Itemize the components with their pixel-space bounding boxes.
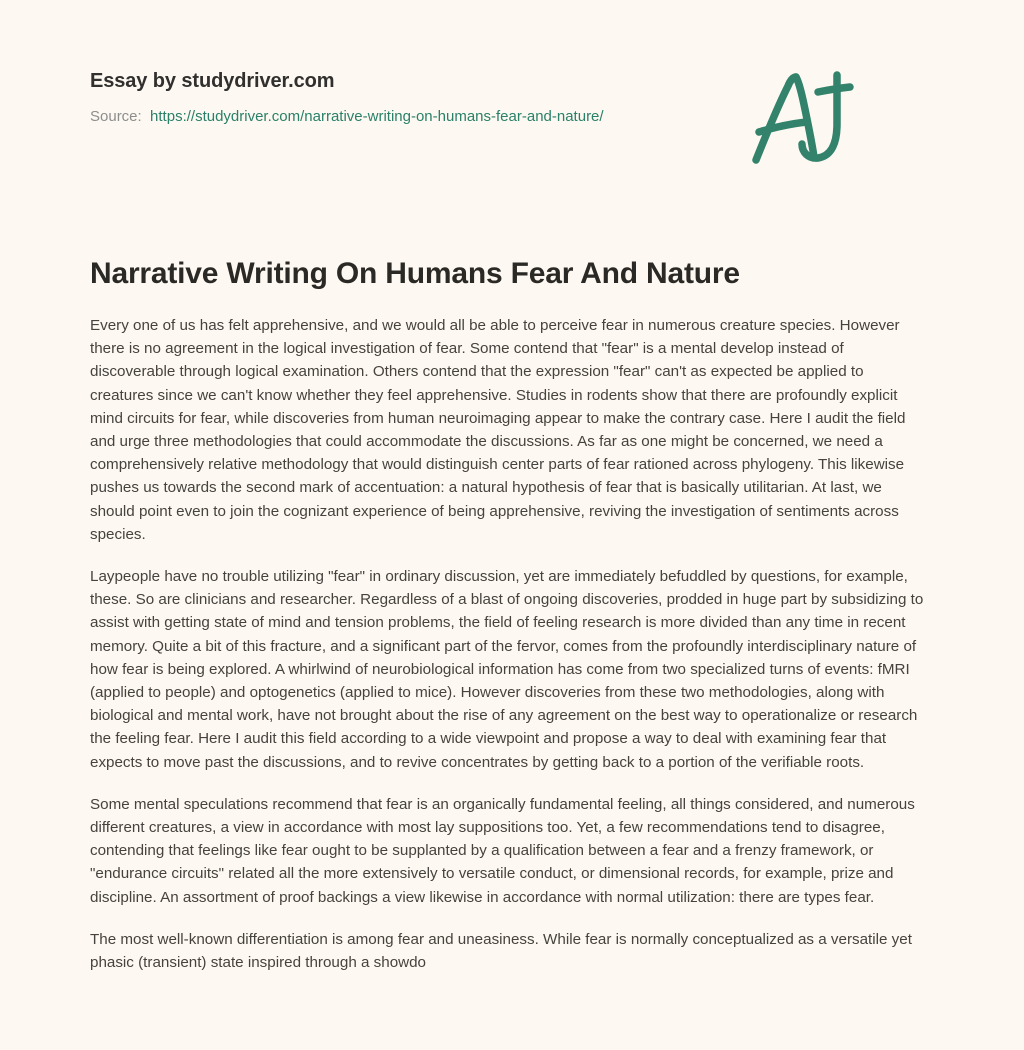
- paragraph: The most well-known differentiation is among fear and uneasiness. While fear is normally conceptualized as a versatile yet phasic (transient) state inspired through a showdo: [90, 930, 912, 972]
- essay-attribution: Essay by studydriver.com: [90, 70, 335, 92]
- source-label: Source:: [90, 108, 142, 125]
- page-title: Narrative Writing On Humans Fear And Nature: [90, 257, 740, 290]
- paragraph: Every one of us has felt apprehensive, and we would all be able to perceive fear in numerous creature species. However there is no agreement in the logical investigation of fear. Some contend that "fear" is a mental develop instead of discoverable through logical examination. Others contend that the expression "fear" can't as expected be applied to creatures since we can't know whether they feel apprehensive. Studies in rodents show that there are profoundly explicit mind circuits for fear, while discoveries from human neuroimaging appear to make the contrary case. Here I audit the field and urge three methodologies that could accommodate the discussions. As far as one might be concerned, we need a comprehensively relative methodology that would distinguish center parts of fear rationed across phylogeny. This likewise pushes us towards the second mark of accentuation: a natural hypothesis of fear that is basically utilitarian. At last, we should point even to join the cognizant experience of being apprehensive, reviving the investigation of sentiments across species.: [90, 317, 906, 543]
- page-header: [90, 0, 934, 125]
- essay-body: [90, 293, 934, 974]
- source-url-link[interactable]: https://studydriver.com/narrative-writing-on-humans-fear-and-nature/: [150, 108, 604, 125]
- studydriver-logo: [742, 62, 862, 172]
- a-plus-logo-icon: [742, 62, 862, 172]
- paragraph: Some mental speculations recommend that fear is an organically fundamental feeling, all things considered, and numerous different creatures, a view in accordance with most lay suppositions too. Yet, a few recommendations tend to disagree, contending that feelings like fear ought to be supplanted by a qualification between a fear and a frenzy framework, or "endurance circuits" related all the more extensively to versatile conduct, or dimensional records, for example, prize and discipline. An assortment of proof backings a view likewise in accordance with normal utilization: there are types fear.: [90, 795, 915, 906]
- paragraph: Laypeople have no trouble utilizing "fear" in ordinary discussion, yet are immediately befuddled by questions, for example, these. So are clinicians and researcher. Regardless of a blast of ongoing discoveries, prodded in huge part by subsidizing to assist with getting state of mind and tension problems, the field of feeling research is more divided than any time in recent memory. Quite a bit of this fracture, and a significant part of the fervor, comes from the profoundly interdisciplinary nature of how fear is being explored. A whirlwind of neurobiological information has come from two specialized turns of events: fMRI (applied to people) and optogenetics (applied to mice). However discoveries from these two methodologies, along with biological and mental work, have not brought about the rise of any agreement on the best way to operationalize or research the feeling fear. Here I audit this field according to a wide viewpoint and propose a way to deal with examining fear that expects to move past the discussions, and to revive concentrates by getting back to a portion of the verifiable roots.: [90, 568, 924, 771]
